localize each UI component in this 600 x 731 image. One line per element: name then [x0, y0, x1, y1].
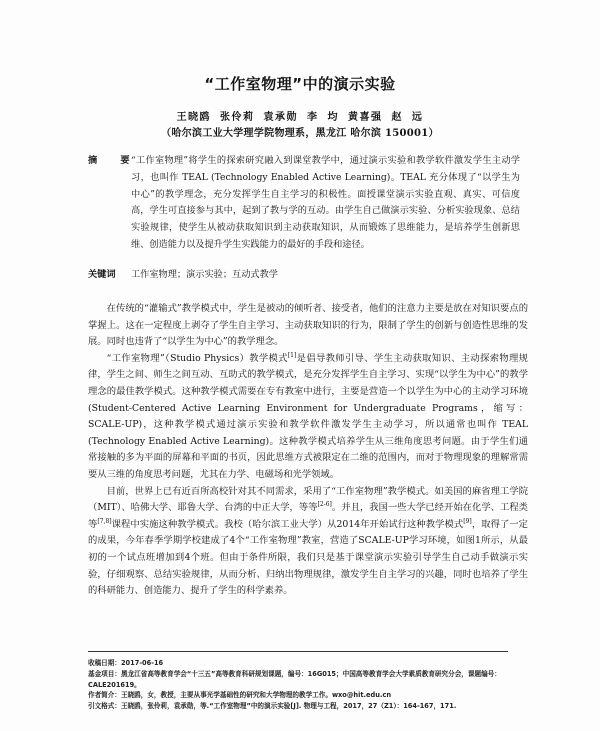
body-paragraph-1: 在传统的“灌输式”教学模式中，学生是被动的倾听者、接受者，他们的注意力主要是放在对知识要点的掌握上。这在一定程度上剥夺了学生自主学习、主动获取知识的行为，限制了学生的创新与创造性思维的发展。同时也违背了“以学生为中心”的教学理念。	[88, 303, 528, 348]
footnote-citation: 引文格式：王晓鸥，张伶莉，袁承勋，等.“工作室物理”中的演示实验[J]. 物理与工程，2017，27（Z1）：164-167，171.	[88, 702, 457, 711]
keywords	[88, 268, 520, 282]
author-list: 王晓鸥 张伶莉 袁承勋 李 均 黄喜强 赵 远	[176, 112, 424, 123]
abstract	[88, 153, 520, 254]
footnote-received: 收稿日期：2017-06-16	[88, 659, 164, 667]
paper-title: “工作室物理”中的演示实验	[204, 75, 396, 93]
body-text	[88, 301, 528, 600]
footnote-fund: 基金项目：黑龙江省高等教育学会“十三五”高等教育科研规划课题，编号：16G015；中国高等教育学会大学素质教育研究分会，课题编号：CALE201619。	[88, 669, 501, 689]
keywords-label: 关键词	[88, 269, 116, 280]
citation-ref: [1]	[287, 351, 297, 359]
body-p3-text-c: 课程中实施这种教学模式。我校（哈尔滨工业大学）从2014年开始试行这种教学模式	[111, 518, 464, 530]
body-p2-text-a: “工作室物理”（Studio Physics）教学模式	[106, 352, 288, 364]
footnote-author: 作者简介：王晓鸥，女，教授，主要从事光学基础性的研究和大学物理的教学工作。wxo@hit.edu.cn	[88, 691, 392, 700]
affiliation: （哈尔滨工业大学理学院物理系，黑龙江 哈尔滨 150001）	[161, 128, 439, 139]
abstract-label: 摘 要	[88, 155, 140, 166]
abstract-text: “工作室物理”将学生的探索研究融入到课堂教学中，通过演示实验和教学软件激发学生主动学习，也叫作 TEAL (Technology Enabled Active Learning)。TEAL 充分体现了“以学生为中心”的教学理念，充分发挥学生自主学习的积极性。面授课堂演示实验直观、真实、可信度高，学生可直接参与其中，起到了教与学的互动。由学生自己做演示实验、分析实验现象、总结实验规律，使学生从被动获取知识到主动获取知识，从而锻炼了思维能力，是培养学生创新思维、创造能力以及提升学生实践能力的最好的手段和途径。	[131, 155, 520, 250]
body-p3-text-a: 目前，世界上已有近百所高校针对其不同需求，采用了“工作室物理”教学模式。如美国的麻省理工学院（MIT）、哈佛大学、耶鲁大学、台湾的中正大学，等等	[88, 485, 528, 514]
keywords-text: 工作室物理；演示实验；互动式教学	[131, 269, 278, 280]
citation-ref: [9]	[463, 517, 472, 525]
footnotes	[88, 658, 528, 712]
citation-ref: [2-6]	[317, 501, 332, 509]
footnote-divider	[88, 651, 508, 652]
citation-ref: [7,8]	[97, 517, 112, 525]
body-p3-text-d: ，取得了一定的成果，今年春季学期学校建成了4个“工作室物理”教室，营造了SCALE-UP学习环境，如图1所示，从最初的一个试点班增加到4个班。但由于条件所限，我们只是基于课堂演示实验引导学生自己动手做演示实验，仔细观察、总结实验规律，从而分析、归纳出物理规律，激发学生自主学习的兴趣，同时也培养了学生的科研能力、创造能力、提升了学生的科学素养。	[88, 518, 528, 597]
body-p2-text-b: 是倡导教师引导、学生主动获取知识、主动探索物理规律，学生之间、师生之间互动、互助式的教学模式，是充分发挥学生自主学习、实现“以学生为中心”的教学理念的最佳教学模式。这种教学模式需要在专有教室中进行，主要是营造一个以学生为中心的主动学习环境(Student-Centered Active Learning Environment for Undergraduate Programs，缩写：SCALE-UP)，这种教学模式通过演示实验和教学软件激发学生主动学习，所以通常也叫作 TEAL (Technology Enabled Active Learning)。这种教学模式培养学生从三维角度思考问题。由于学生们通常接触的多为平面的屏幕和平面的书页，因此思维方式被限定在二维的范围内，而对于物理现象的理解常需要从三维的角度思考问题，尤其在力学、电磁场和光学领域。	[88, 352, 528, 480]
body-paragraph-2	[88, 351, 528, 484]
body-p3-text-b: 。并且，我国一些大学已经开始在化学、工程类等	[88, 502, 528, 530]
body-paragraph-3	[88, 484, 528, 600]
